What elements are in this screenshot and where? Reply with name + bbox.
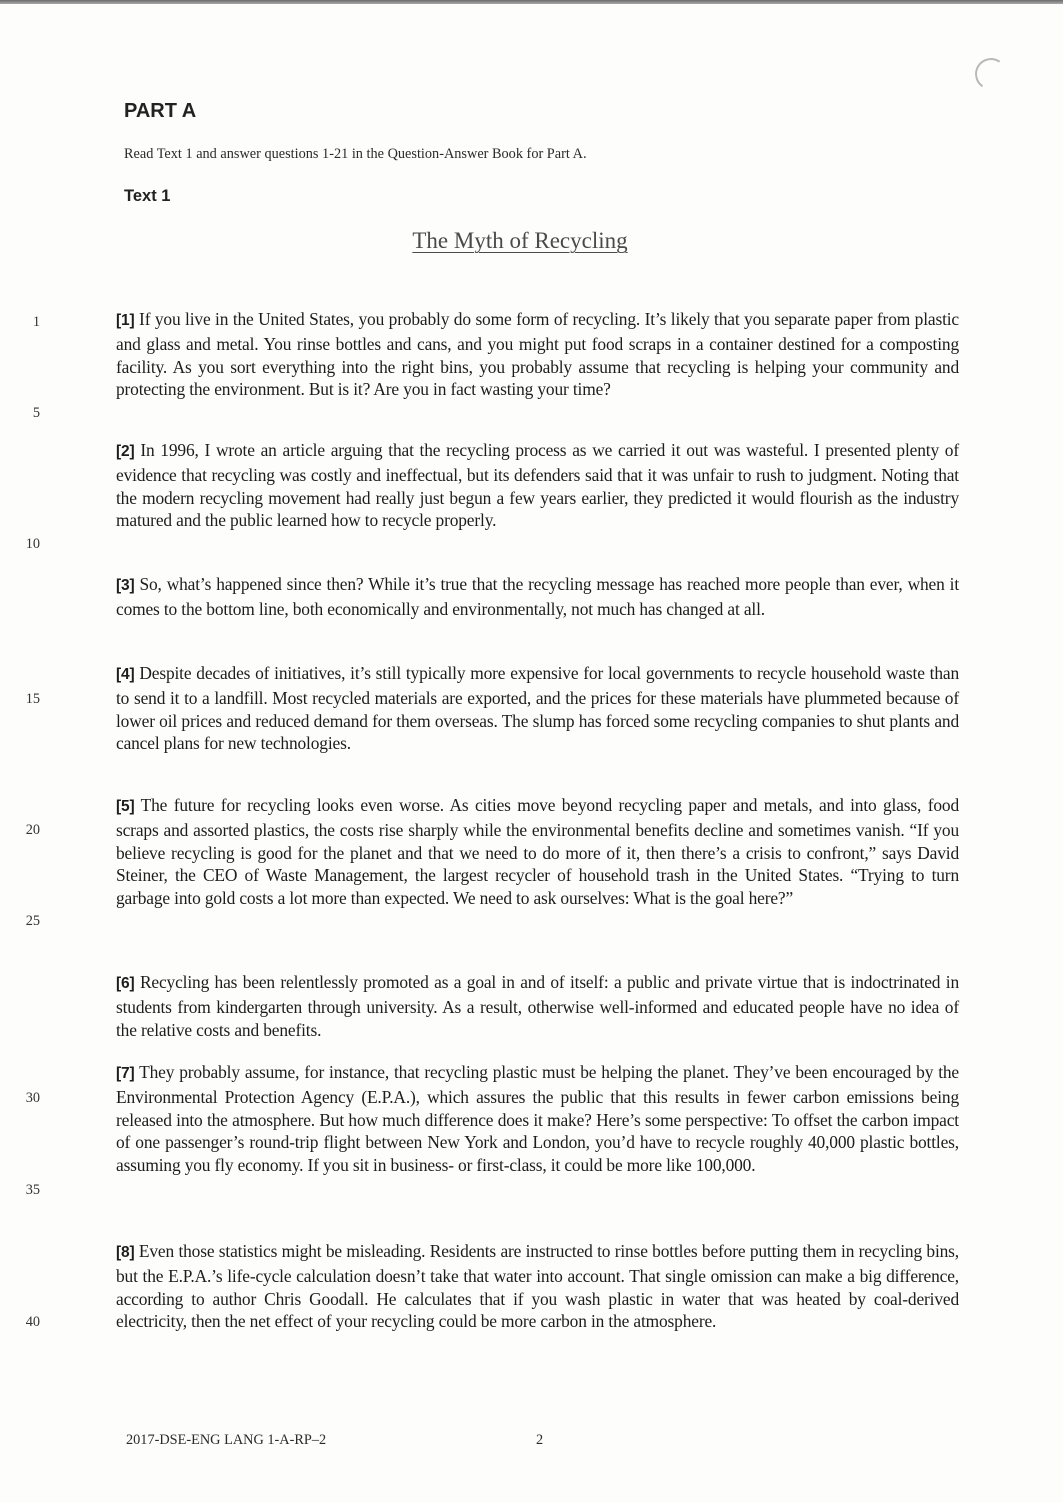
line-number: 10 (25, 536, 40, 552)
paragraph-text: If you live in the United States, you probably do some form of recycling. It’s likely that you separate paper from plastic and glass and metal. You rinse bottles and cans, and you might put food scraps in a container destined for a composting facility. As you sort everything into the right bins, you probably assume that recycling is helping your community and protecting the environment. But is it? Are you in fact wasting your time? (116, 309, 959, 400)
paragraph-text: The future for recycling looks even worse. As cities move beyond recycling paper and metals, and into glass, food scraps and assorted plastics, the costs rise sharply while the environmental benefits decline and sometimes vanish. “If you believe recycling is good for the planet and that we need to do more of it, then there’s a crisis to confront,” says David Steiner, the CEO of Waste Management, the largest recycler of household trash in the United States. “Trying to turn garbage into gold costs a lot more than expected. We need to ask ourselves: What is the goal here?” (116, 795, 959, 909)
paragraph-number: [4] (116, 666, 135, 683)
paragraph-number: [7] (116, 1065, 135, 1082)
paragraph-number: [6] (116, 975, 135, 992)
paragraph-text: In 1996, I wrote an article arguing that the recycling process as we carried it out was wasteful. I presented plenty of evidence that recycling was costly and ineffectual, but its defenders said that it was unfair to rush to judgment. Noting that the modern recycling movement had really just begun a few years earlier, they predicted it would flourish as the industry matured and the public learned how to recycle properly. (116, 440, 959, 531)
line-number: 15 (25, 691, 40, 707)
line-number: 35 (25, 1182, 40, 1198)
paper-code: 2017-DSE-ENG LANG 1-A-RP–2 (126, 1432, 327, 1448)
article-title (0, 228, 1040, 254)
line-number: 20 (25, 822, 40, 838)
paragraph-text: They probably assume, for instance, that recycling plastic must be helping the planet. They’ve been encouraged by the Environmental Protection Agency (E.P.A.), which assures the public that this results in fewer carbon emissions being released into the atmosphere. But how much difference does it make? Here’s some perspective: To offset the carbon impact of one passenger’s round-trip flight between New York and London, you’d have to recycle roughly 40,000 plastic bottles, assuming you fly economy. If you sit in business- or first-class, it could be more like 100,000. (116, 1062, 959, 1176)
part-title: PART A (124, 100, 197, 122)
paragraph-text: Despite decades of initiatives, it’s still typically more expensive for local governments to recycle household waste than to send it to a landfill. Most recycled materials are exported, and the prices for these materials have plummeted because of lower oil prices and reduced demand for them overseas. The slump has forced some recycling companies to shut plants and cancel plans for new technologies. (116, 663, 959, 754)
paragraph-7 (116, 1061, 959, 1177)
line-number: 40 (25, 1314, 40, 1330)
paragraph-3 (116, 573, 959, 621)
paragraph-number: [5] (116, 798, 135, 815)
paragraph-number: [8] (116, 1244, 135, 1261)
paragraph-text: Recycling has been relentlessly promoted as a goal in and of itself: a public and private virtue that is indoctrinated in students from kindergarten through university. As a result, otherwise well-informed and educated people have no idea of the relative costs and benefits. (116, 972, 959, 1040)
paragraph-4 (116, 662, 959, 755)
page-number: 2 (536, 1432, 544, 1448)
paragraph-6 (116, 971, 959, 1041)
paragraph-number: [2] (116, 443, 135, 460)
paragraph-text: Even those statistics might be misleading. Residents are instructed to rinse bottles before putting them in recycling bins, but the E.P.A.’s life-cycle calculation doesn’t take that water into account. That single omission can make a big difference, according to author Chris Goodall. He calculates that if you wash plastic in water that was heated by coal-derived electricity, then the net effect of your recycling could be more carbon in the atmosphere. (116, 1241, 959, 1332)
reading-instruction: Read Text 1 and answer questions 1-21 in the Question-Answer Book for Part A. (124, 146, 587, 162)
paragraph-5 (116, 794, 959, 910)
article-title-text: The Myth of Recycling (412, 228, 628, 253)
paragraph-2 (116, 439, 959, 532)
paragraph-1 (116, 308, 959, 401)
paragraph-number: [3] (116, 577, 135, 594)
line-number: 1 (32, 314, 40, 330)
line-number: 25 (25, 913, 40, 929)
scan-corner-mark (972, 55, 1009, 92)
paragraph-number: [1] (116, 312, 135, 329)
paragraph-text: So, what’s happened since then? While it’s true that the recycling message has reached more people than ever, when it comes to the bottom line, both economically and environmentally, not much has changed at all. (116, 574, 959, 619)
line-number: 5 (32, 405, 40, 421)
line-number: 30 (25, 1090, 40, 1106)
text-label: Text 1 (124, 187, 171, 205)
page-top-edge (0, 0, 1063, 4)
paragraph-8 (116, 1240, 959, 1333)
